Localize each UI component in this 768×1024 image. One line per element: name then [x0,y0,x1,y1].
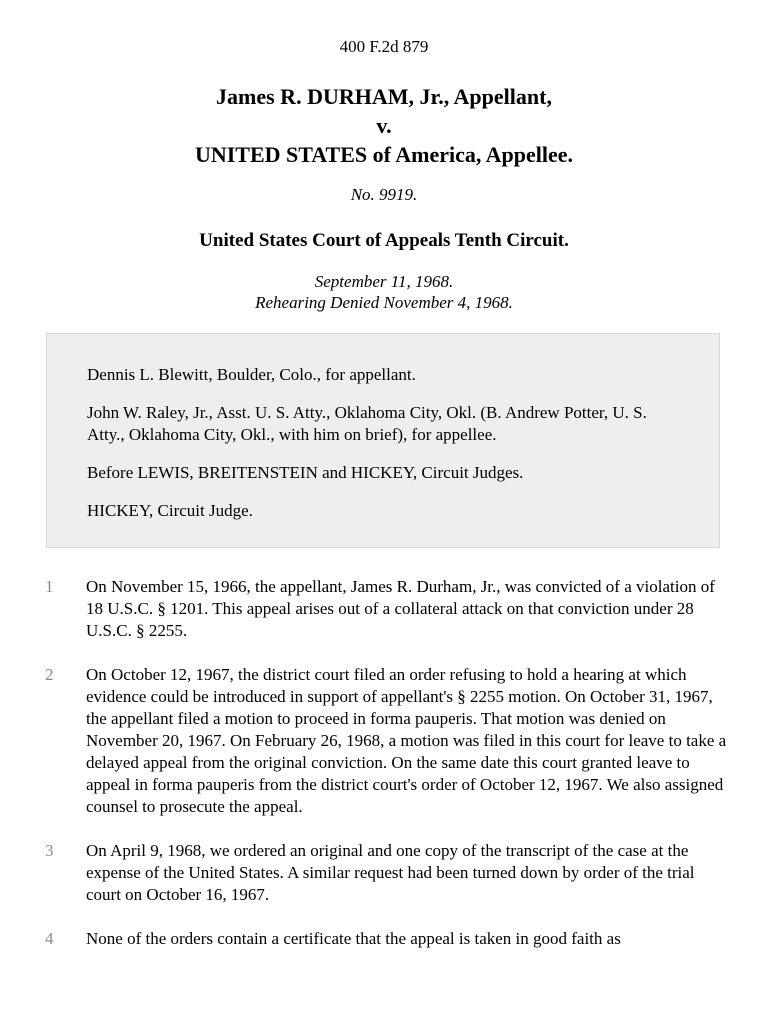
paragraph-text: On November 15, 1966, the appellant, James R. Durham, Jr., was convicted of a violation of 18 U.S.C. § 1201. This appeal arises out of a collateral attack on that conviction under 28 U.S.C. § 2255. [86,577,715,640]
opinion-paragraph [0,840,768,906]
paragraph-number: 2 [45,665,54,684]
counsel-appellee: John W. Raley, Jr., Asst. U. S. Atty., Oklahoma City, Okl. (B. Andrew Potter, U. S. Atty., Oklahoma City, Okl., with him on brief), for appellee. [87,403,647,444]
opinion-author: HICKEY, Circuit Judge. [87,501,253,520]
paragraph-text: None of the orders contain a certificate that the appeal is taken in good faith as [86,929,621,948]
counsel-appellant: Dennis L. Blewitt, Boulder, Colo., for appellant. [87,365,416,384]
decision-date: September 11, 1968. [314,272,454,291]
case-dates [0,271,768,313]
opinion-paragraph [0,928,768,950]
panel-judges: Before LEWIS, BREITENSTEIN and HICKEY, Circuit Judges. [87,463,524,482]
case-title [0,82,768,169]
counsel-panel [46,333,720,548]
paragraph-number: 3 [45,841,54,860]
case-citation: 400 F.2d 879 [339,37,429,56]
rehearing-date: Rehearing Denied November 4, 1968. [255,293,513,312]
appellee-name: UNITED STATES of America, Appellee. [194,142,574,167]
paragraph-number: 4 [45,929,54,948]
paragraph-number: 1 [45,577,54,596]
opinion-paragraph [0,576,768,642]
court-name: United States Court of Appeals Tenth Circuit. [199,230,569,251]
paragraph-text: On October 12, 1967, the district court filed an order refusing to hold a hearing at which evidence could be introduced in support of appellant's § 2255 motion. On October 31, 1967, the appellant filed a motion to proceed in forma pauperis. That motion was denied on November 20, 1967. On February 26, 1968, a motion was filed in this court for leave to take a delayed appeal from the original conviction. On the same date this court granted leave to appeal in forma pauperis from the district court's order of October 12, 1967. We also assigned counsel to prosecute the appeal. [86,665,727,816]
versus-label: v. [376,113,392,138]
paragraph-text: On April 9, 1968, we ordered an original and one copy of the transcript of the case at the expense of the United States. A similar request had been turned down by order of the trial court on October 16, 1967. [86,841,695,904]
opinion-paragraph [0,664,768,818]
opinion-body [0,576,768,972]
docket-number: No. 9919. [350,185,418,204]
appellant-name: James R. DURHAM, Jr., Appellant, [216,84,552,109]
